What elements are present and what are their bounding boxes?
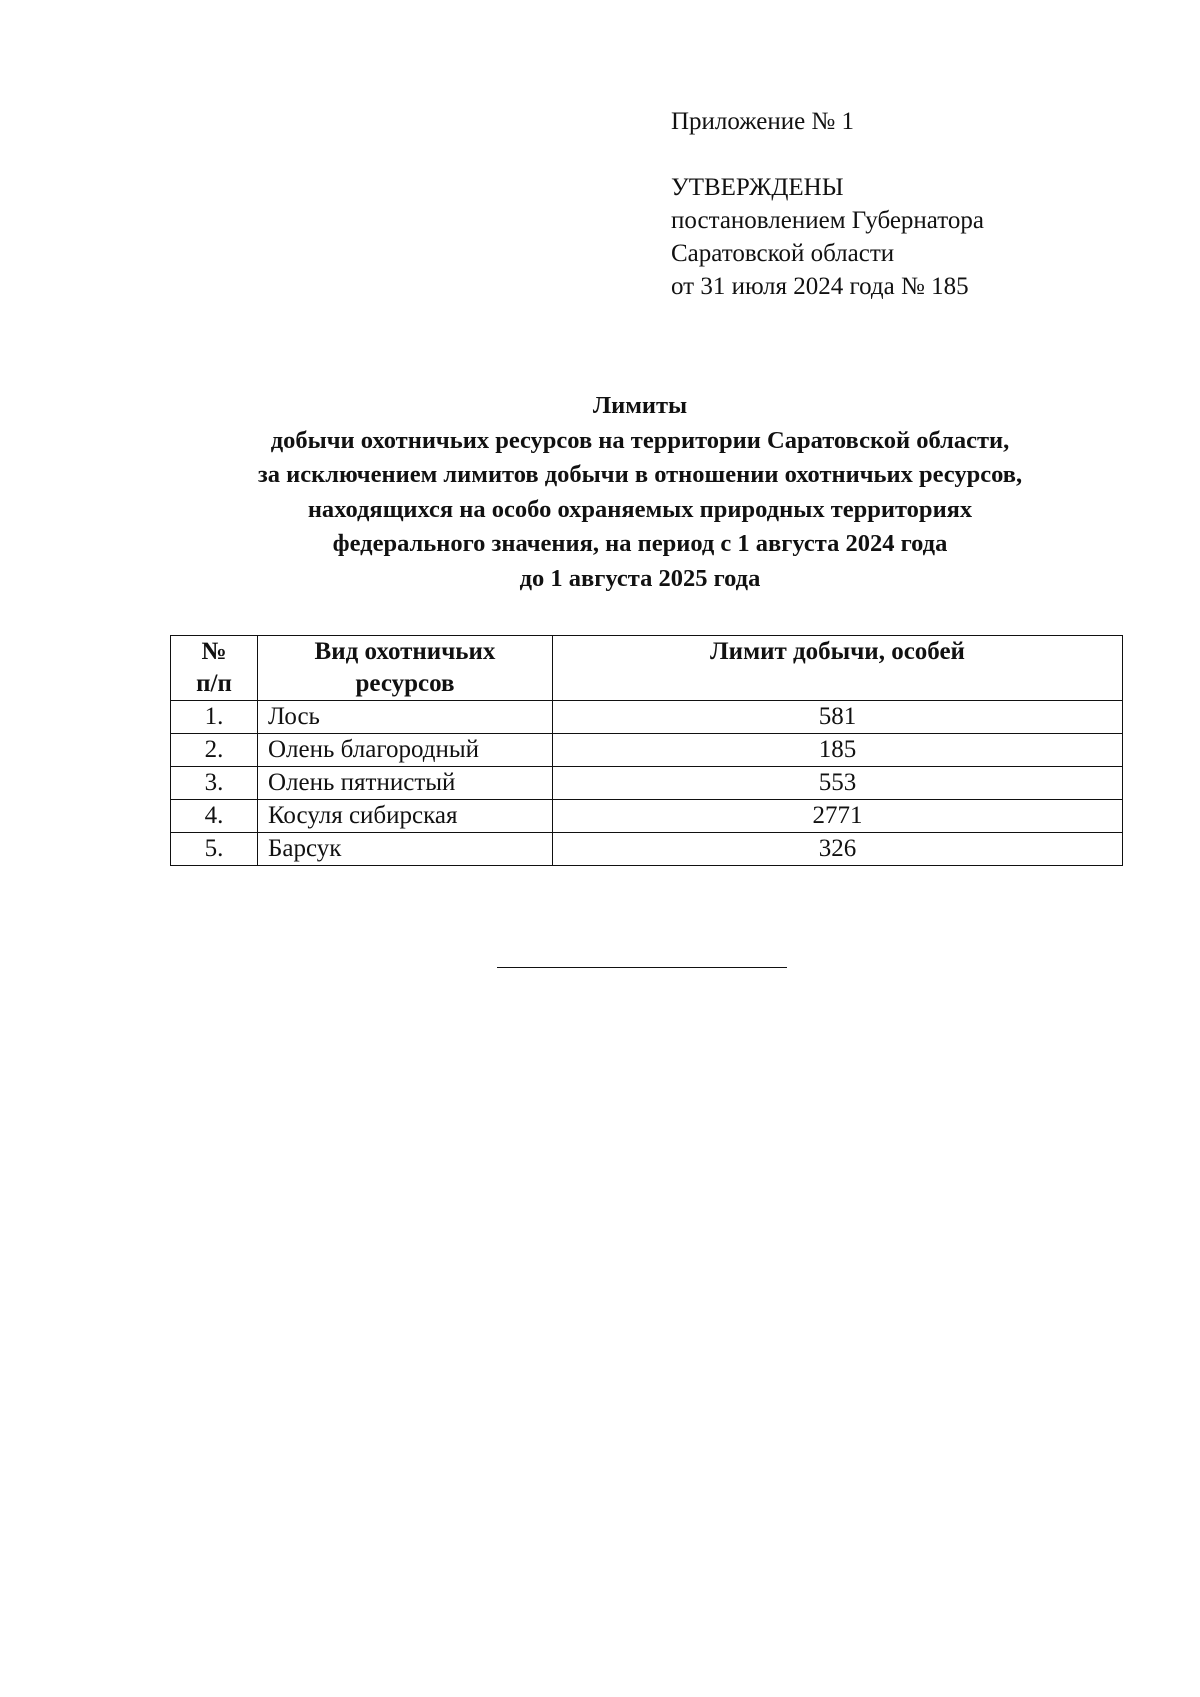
row-number: 1. <box>171 701 258 734</box>
approval-line-region: Саратовской области <box>671 240 895 267</box>
row-number: 3. <box>171 767 258 800</box>
header-resource-line2: ресурсов <box>355 670 455 697</box>
approved-heading: УТВЕРЖДЕНЫ <box>671 174 844 201</box>
row-number: 4. <box>171 800 258 833</box>
row-resource: Барсук <box>258 833 553 866</box>
row-limit: 326 <box>553 833 1123 866</box>
row-resource: Косуля сибирская <box>258 800 553 833</box>
row-resource: Лось <box>258 701 553 734</box>
table-row <box>171 833 1123 866</box>
row-limit: 581 <box>553 701 1123 734</box>
approval-block <box>671 105 984 303</box>
header-number-line1: № <box>201 638 227 665</box>
row-number: 2. <box>171 734 258 767</box>
row-resource: Олень благородный <box>258 734 553 767</box>
header-limit: Лимит добычи, особей <box>553 636 1123 701</box>
appendix-label: Приложение № 1 <box>671 108 855 135</box>
table-row <box>171 800 1123 833</box>
title-line: Лимиты <box>592 392 688 419</box>
title-line: добычи охотничьих ресурсов на территории Саратовской области, <box>270 426 1010 454</box>
title-line: до 1 августа 2025 года <box>519 564 761 592</box>
title-line: за исключением лимитов добычи в отношении охотничьих ресурсов, <box>257 461 1023 488</box>
row-limit: 2771 <box>553 800 1123 833</box>
title-line: федерального значения, на период с 1 августа 2024 года <box>332 530 948 557</box>
table-header-row <box>171 636 1123 701</box>
row-number: 5. <box>171 833 258 866</box>
header-number <box>171 636 258 701</box>
table-row <box>171 734 1123 767</box>
table-row <box>171 701 1123 734</box>
title-line: находящихся на особо охраняемых природных территориях <box>307 495 973 523</box>
approval-line-decree: постановлением Губернатора <box>671 207 984 234</box>
header-resource-type <box>258 636 553 701</box>
limits-table <box>170 635 1123 866</box>
row-limit: 553 <box>553 767 1123 800</box>
approval-line-date: от 31 июля 2024 года № 185 <box>671 273 969 300</box>
header-number-line2: п/п <box>196 670 232 697</box>
row-resource: Олень пятнистый <box>258 767 553 800</box>
document-title <box>160 389 1120 596</box>
table-row <box>171 767 1123 800</box>
end-of-document-rule <box>497 967 787 968</box>
header-resource-line1: Вид охотничьих <box>314 638 496 665</box>
row-limit: 185 <box>553 734 1123 767</box>
